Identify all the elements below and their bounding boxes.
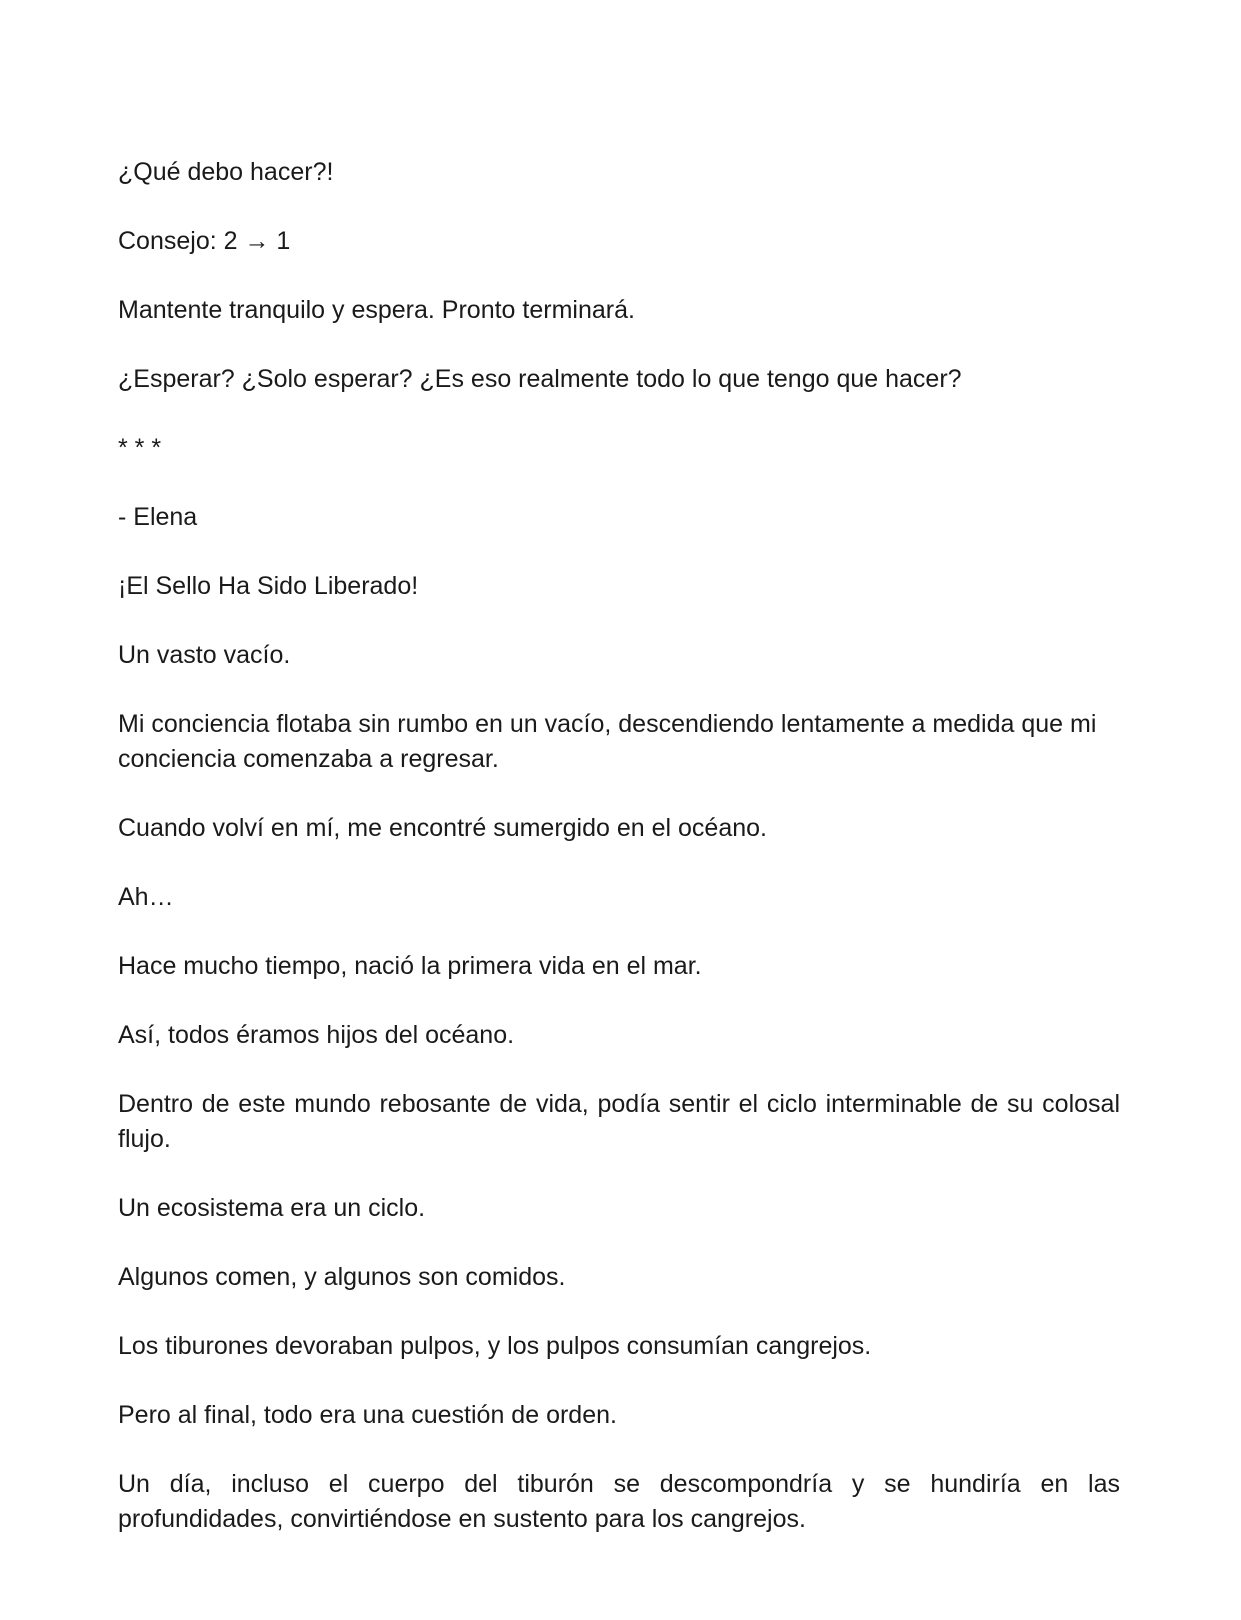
scene-break: * * * <box>118 434 162 462</box>
paragraph: Un vasto vacío. <box>118 641 291 669</box>
paragraph: Así, todos éramos hijos del océano. <box>118 1021 515 1049</box>
paragraph: ¿Esperar? ¿Solo esperar? ¿Es eso realmente todo lo que tengo que hacer? <box>118 365 962 393</box>
paragraph: Mantente tranquilo y espera. Pronto terminará. <box>118 296 635 324</box>
paragraph: Consejo: 2 → 1 <box>118 227 291 255</box>
paragraph: ¿Qué debo hacer?! <box>118 158 334 186</box>
paragraph: Los tiburones devoraban pulpos, y los pulpos consumían cangrejos. <box>118 1332 872 1360</box>
paragraph: - Elena <box>118 503 198 531</box>
paragraph: Algunos comen, y algunos son comidos. <box>118 1263 566 1291</box>
paragraph: Ah… <box>118 883 174 911</box>
paragraph: Dentro de este mundo rebosante de vida, podía sentir el ciclo interminable de su colosal flujo. <box>118 1090 1120 1153</box>
paragraph: Un día, incluso el cuerpo del tiburón se descompondría y se hundiría en las profundidades, convirtiéndose en sustento para los cangrejos. <box>118 1470 1120 1533</box>
paragraph: Cuando volví en mí, me encontré sumergido en el océano. <box>118 814 767 842</box>
paragraph: Un ecosistema era un ciclo. <box>118 1194 426 1222</box>
paragraph: Pero al final, todo era una cuestión de orden. <box>118 1401 617 1429</box>
paragraph: Mi conciencia flotaba sin rumbo en un vacío, descendiendo lentamente a medida que mi conciencia comenzaba a regresar. <box>118 710 1097 773</box>
paragraph: Hace mucho tiempo, nació la primera vida en el mar. <box>118 952 702 980</box>
paragraph: ¡El Sello Ha Sido Liberado! <box>118 572 419 600</box>
